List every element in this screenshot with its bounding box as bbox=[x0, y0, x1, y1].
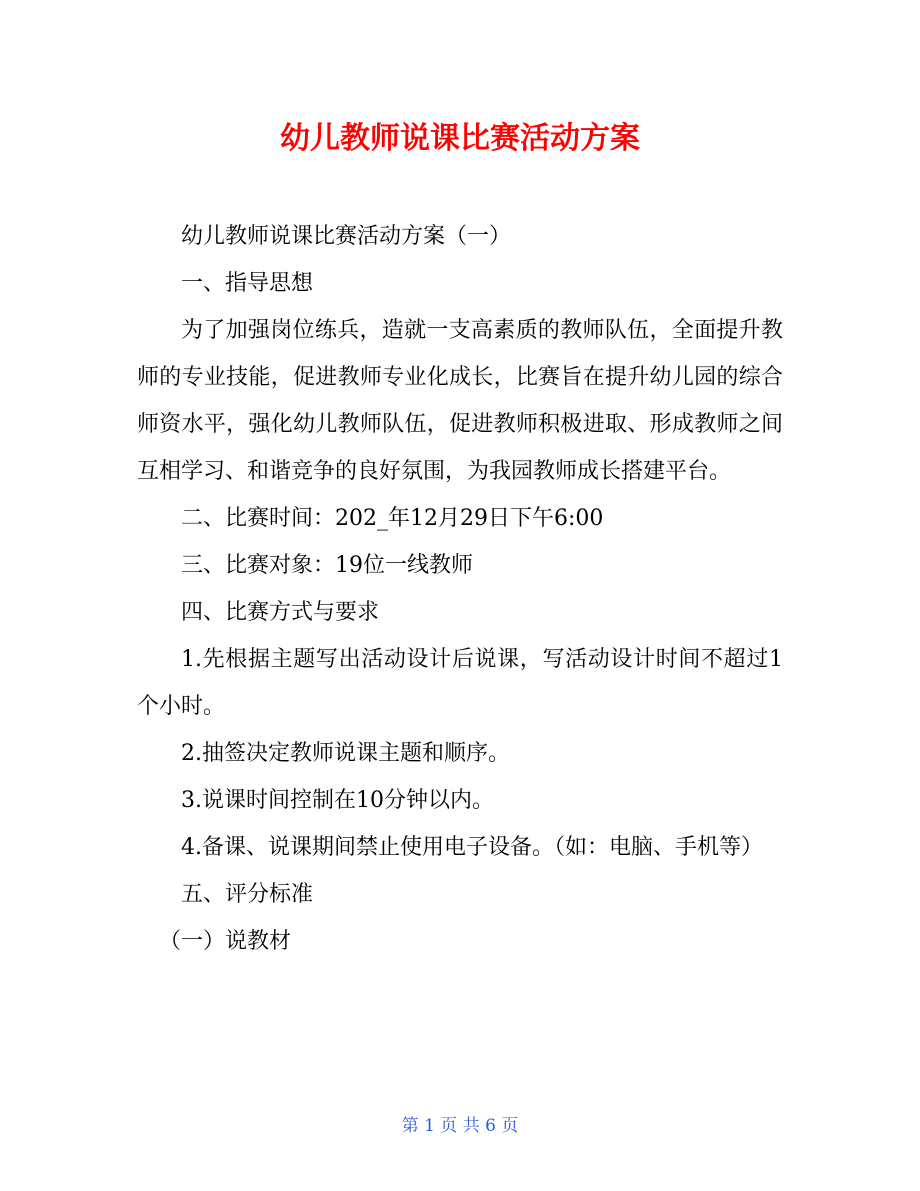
section-heading: 四、比赛方式与要求 bbox=[181, 600, 380, 625]
page-number-footer: 第 1 页 共 6 页 bbox=[401, 1116, 519, 1136]
document-title: 幼儿教师说课比赛活动方案 bbox=[280, 121, 640, 156]
section-heading: 一、指导思想 bbox=[181, 271, 314, 296]
section-heading: 五、评分标准 bbox=[181, 882, 314, 907]
section-heading: 幼儿教师说课比赛活动方案（一） bbox=[181, 224, 512, 249]
body-paragraph: 三、比赛对象：19位一线教师 bbox=[181, 553, 473, 578]
list-item: 1.先根据主题写出活动设计后说课，写活动设计时间不超过1个小时。 bbox=[137, 647, 783, 719]
body-paragraph: 为了加强岗位练兵，造就一支高素质的教师队伍，全面提升教师的专业技能，促进教师专业化成长，比赛旨在提升幼儿园的综合师资水平，强化幼儿教师队伍，促进教师积极进取、形成教师之间互相学习、和谐竞争的良好氛围，为我园教师成长搭建平台。 bbox=[137, 318, 783, 484]
list-item: 3.说课时间控制在10分钟以内。 bbox=[181, 788, 494, 813]
subsection-heading: （一）说教材 bbox=[159, 929, 292, 954]
document-body bbox=[137, 213, 783, 965]
body-paragraph: 二、比赛时间：202_年12月29日下午6:00 bbox=[181, 506, 604, 531]
list-item: 2.抽签决定教师说课主题和顺序。 bbox=[181, 741, 510, 766]
list-item: 4.备课、说课期间禁止使用电子设备。（如：电脑、手机等） bbox=[181, 835, 763, 860]
